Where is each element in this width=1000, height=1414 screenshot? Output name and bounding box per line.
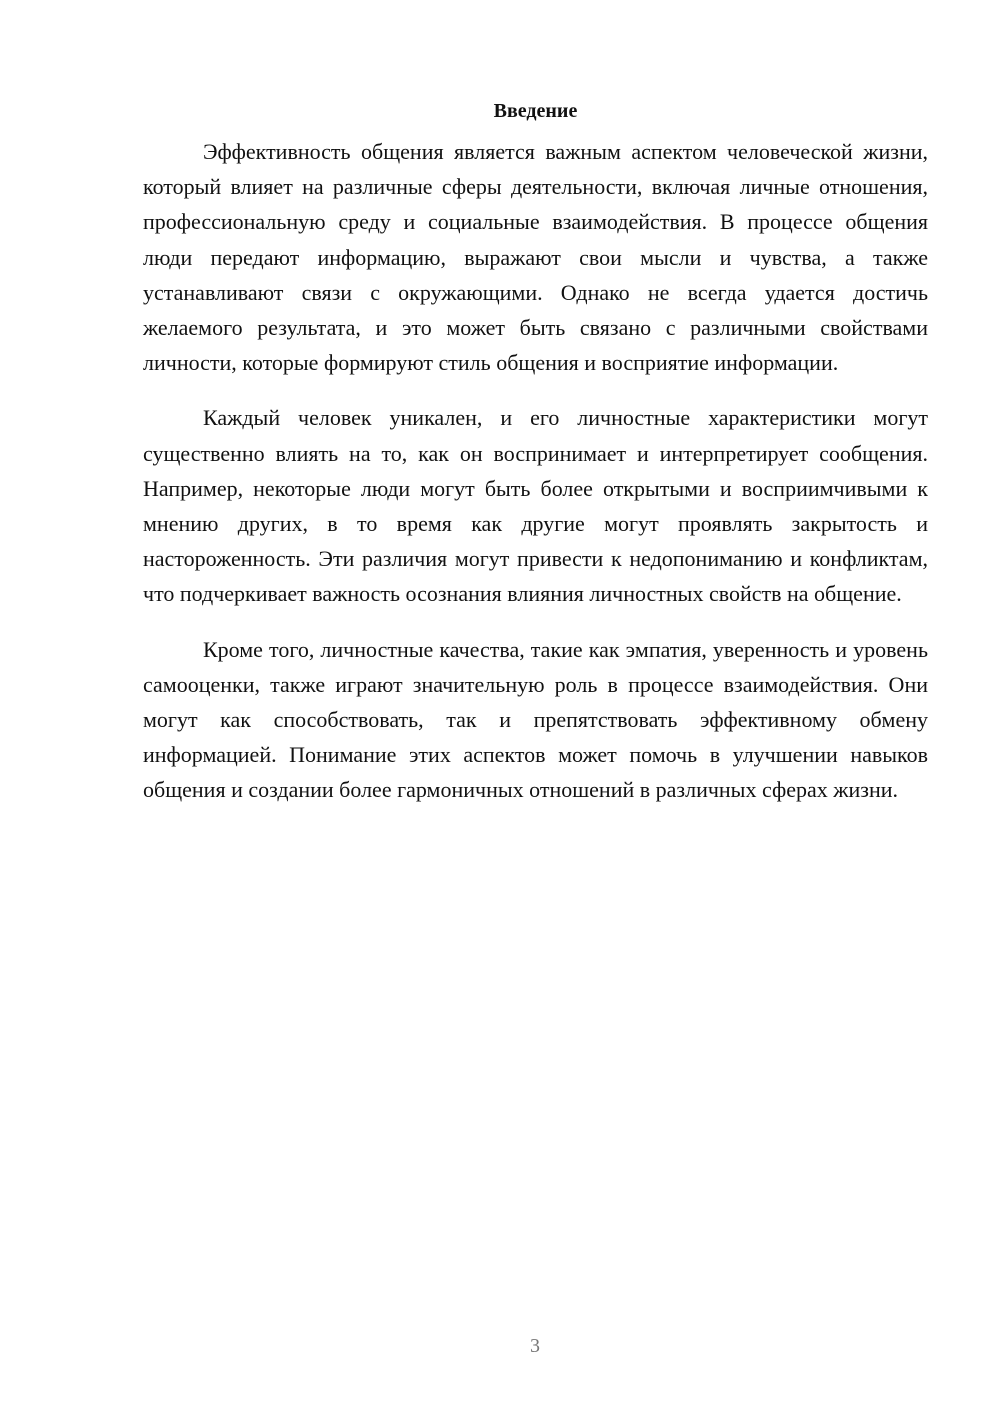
page-content <box>143 97 928 828</box>
paragraph-2: Каждый человек уникален, и его личностные характеристики могут существенно влиять на то, как он воспринимает и интерпретирует сообщения. Например, некоторые люди могут быть более открытыми и восприимчивыми к мнению других, в то время как другие могут проявлять закрытость и настороженность. Эти различия могут привести к недопониманию и конфликтам, что подчеркивает важность осознания влияния личностных свойств на общение. <box>143 405 928 607</box>
page-number: 3 <box>530 1335 540 1357</box>
paragraph-3: Кроме того, личностные качества, такие как эмпатия, уверенность и уровень самооценки, также играют значительную роль в процессе взаимодействия. Они могут как способствовать, так и препятствовать эффективному обмену информацией. Понимание этих аспектов может помочь в улучшении навыков общения и создании более гармоничных отношений в различных сферах жизни. <box>143 636 928 803</box>
section-title: Введение <box>493 100 578 122</box>
paragraph-1: Эффективность общения является важным аспектом человеческой жизни, который влияет на различные сферы деятельности, включая личные отношения, профессиональную среду и социальные взаимодействия. В процессе общения люди передают информацию, выражают свои мысли и чувства, а также устанавливают связи с окружающими. Однако не всегда удается достичь желаемого результата, и это может быть связано с различными свойствами личности, которые формируют стиль общения и восприятие информации. <box>143 139 928 376</box>
